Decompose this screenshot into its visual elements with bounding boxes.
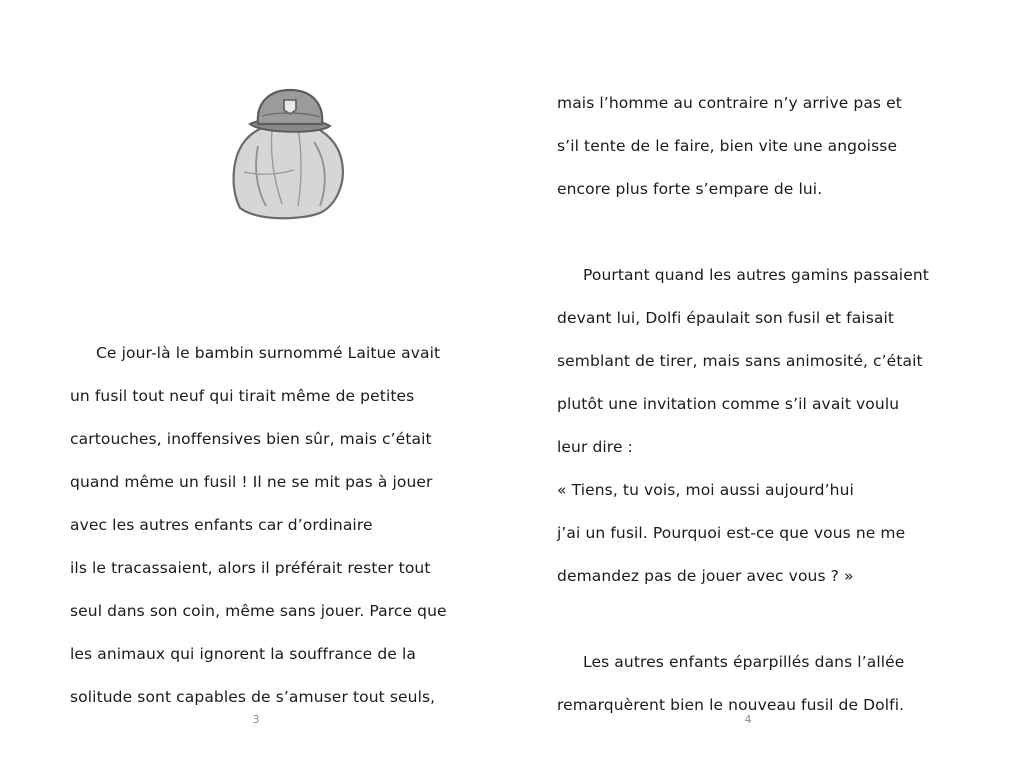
text-line: un fusil tout neuf qui tirait même de petites — [70, 387, 415, 405]
text-line: demandez pas de jouer avec vous ? » — [557, 567, 854, 585]
text-line: « Tiens, tu vois, moi aussi aujourd’hui — [557, 481, 854, 499]
text-line: cartouches, inoffensives bien sûr, mais c’était — [70, 430, 432, 448]
text-line: s’il tente de le faire, bien vite une angoisse — [557, 137, 898, 155]
text-line: seul dans son coin, même sans jouer. Parce que — [70, 602, 447, 620]
text-line: devant lui, Dolfi épaulait son fusil et faisait — [557, 309, 895, 327]
text-line: encore plus forte s’empare de lui. — [557, 180, 823, 198]
page-number-right: 4 — [744, 713, 752, 726]
text-line: Les autres enfants éparpillés dans l’allée — [583, 653, 905, 671]
text-line: j’ai un fusil. Pourquoi est-ce que vous ne me — [557, 524, 906, 542]
text-line: ils le tracassaient, alors il préférait rester tout — [70, 559, 431, 577]
right-page — [512, 0, 1024, 768]
text-line: les animaux qui ignorent la souffrance de la — [70, 645, 416, 663]
text-line: remarquèrent bien le nouveau fusil de Dolfi. — [557, 696, 905, 714]
left-page-text — [70, 332, 472, 719]
paragraph — [70, 332, 472, 719]
right-page-text — [557, 82, 954, 727]
text-line: avec les autres enfants car d’ordinaire — [70, 516, 373, 534]
text-line: Ce jour-là le bambin surnommé Laitue avait — [96, 344, 441, 362]
paragraph — [557, 469, 954, 598]
paragraph — [557, 82, 954, 211]
paragraph — [557, 254, 954, 469]
page-number-left: 3 — [252, 713, 260, 726]
text-line: solitude sont capables de s’amuser tout seuls, — [70, 688, 436, 706]
text-line: semblant de tirer, mais sans animosité, c’était — [557, 352, 923, 370]
text-line: leur dire : — [557, 438, 633, 456]
text-line: mais l’homme au contraire n’y arrive pas et — [557, 94, 902, 112]
text-line: plutôt une invitation comme s’il avait voulu — [557, 395, 900, 413]
text-line: Pourtant quand les autres gamins passaient — [583, 266, 929, 284]
text-line: quand même un fusil ! Il ne se mit pas à jouer — [70, 473, 433, 491]
boy-with-cap-illustration — [210, 80, 370, 220]
